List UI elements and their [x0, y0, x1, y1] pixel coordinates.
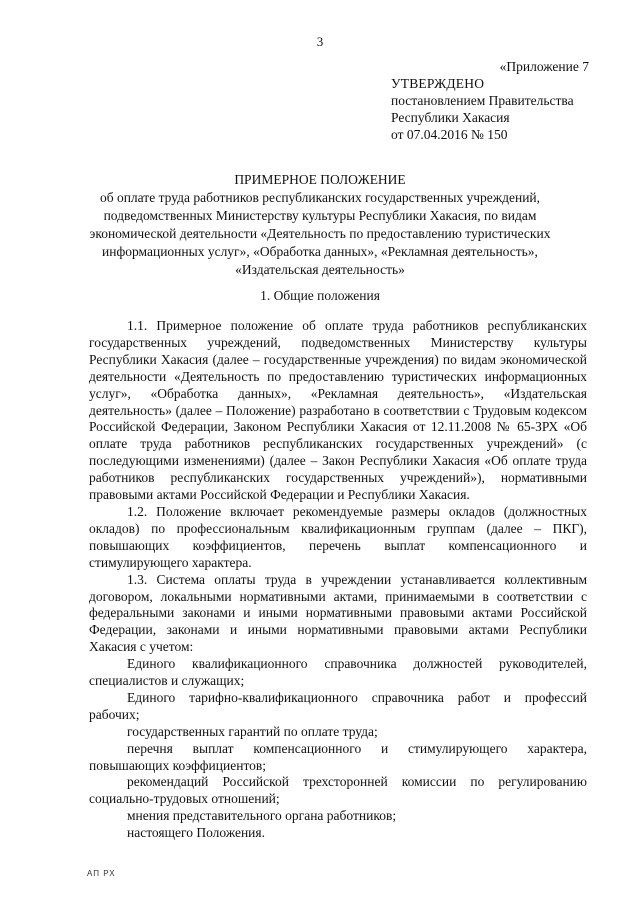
approval-line-1: постановлением Правительства [391, 93, 574, 108]
paragraph-1-3: 1.3. Система оплаты труда в учреждении устанавливается коллективным договором, локальными нормативными актами, принимаемыми в соответствии с федеральными законами и иными нормативными правовыми актами Российской Федерации, законами и иными нормативными правовыми актами Республики Хакасия с учетом: [89, 571, 587, 655]
approval-line-3: от 07.04.2016 № 150 [391, 127, 508, 142]
list-item: Единого тарифно-квалификационного справочника работ и профессий рабочих; [89, 689, 587, 722]
approval-line-2: Республики Хакасия [391, 110, 510, 125]
document-body [89, 318, 587, 842]
page-number: 3 [316, 34, 324, 49]
document-subtitle: об оплате труда работников республиканских государственных учреждений, подведомственных Министерству культуры Республики Хакасия, по видам экономической деятельности «Деятельность по предоставлению туристических информационных услуг», «Обработка данных», «Рекламная деятельность», «Издательская деятельность» [89, 190, 551, 277]
list-item: мнения представительного органа работников; [127, 808, 397, 824]
footer-mark: АП РХ [87, 869, 116, 878]
paragraph-1-2: 1.2. Положение включает рекомендуемые размеры окладов (должностных окладов) по профессиональным квалификационным группам (далее – ПКГ), повышающих коэффициентов, перечень выплат компенсационного и стимулирующего характера. [89, 503, 587, 570]
paragraph-1-1: 1.1. Примерное положение об оплате труда работников республиканских государственных учреждений, подведомственных Министерству культуры Республики Хакасия (далее – государственные учреждения) по видам экономической деятельности «Деятельность по предоставлению туристических информационных услуг», «Обработка данных», «Рекламная деятельность», «Издательская деятельность» (далее – Положение) разработано в соответствии с Трудовым кодексом Российской Федерации, Законом Республики Хакасия от 12.11.2008 № 65-ЗРХ «Об оплате труда работников республиканских государственных учреждений» (с последующими изменениями) (далее – Закон Республики Хакасия «Об оплате труда работников республиканских государственных учреждений»), нормативными правовыми актами Российской Федерации и Республики Хакасия. [89, 318, 587, 503]
list-item: перечня выплат компенсационного и стимулирующего характера, повышающих коэффициентов; [89, 740, 587, 773]
list-item: государственных гарантий по оплате труда; [127, 723, 378, 739]
list-item: Единого квалификационного справочника должностей руководителей, специалистов и служащих; [89, 656, 587, 689]
list-item: рекомендаций Российской трехсторонней комиссии по регулированию социально-трудовых отношений; [89, 774, 587, 807]
appendix-label: «Приложение 7 [499, 59, 589, 74]
appendix-block [391, 58, 591, 143]
section-heading: 1. Общие положения [260, 288, 380, 303]
list-item: настоящего Положения. [127, 825, 265, 841]
document-title: ПРИМЕРНОЕ ПОЛОЖЕНИЕ [234, 172, 406, 187]
document-title-block [60, 171, 580, 279]
approved-stamp-text: УТВЕРЖДЕНО [391, 76, 485, 91]
